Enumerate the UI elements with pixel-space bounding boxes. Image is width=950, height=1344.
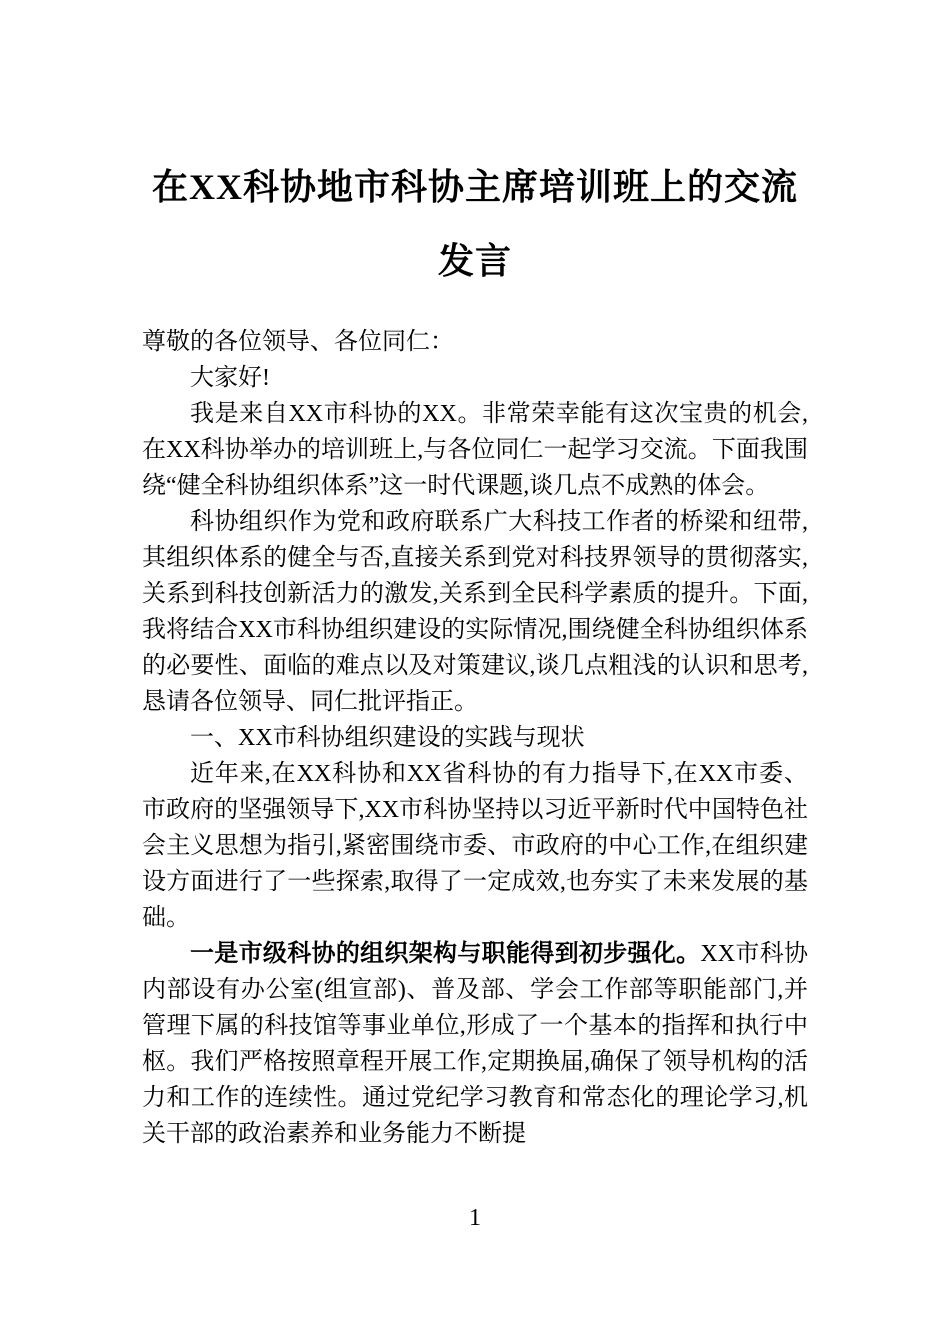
paragraph-point-one-body: XX市科协内部设有办公室(组宣部)、普及部、学会工作部等职能部门,并管理下属的科技馆等事业单位,形成了一个基本的指挥和执行中枢。我们严格按照章程开展工作,定期换届,确保了领导机构的活力和工作的连续性。通过党纪学习教育和常态化的理论学习,机关干部的政治素养和业务能力不断提 bbox=[142, 941, 809, 1147]
paragraph-point-one bbox=[142, 936, 808, 1152]
paragraph-recent-years: 近年来,在XX科协和XX省科协的有力指导下,在XX市委、市政府的坚强领导下,XX市科协坚持以习近平新时代中国特色社会主义思想为指引,紧密围绕市委、市政府的中心工作,在组织建设方面进行了一些探索,取得了一定成效,也夯实了未来发展的基础。 bbox=[142, 761, 808, 931]
paragraph-context: 科协组织作为党和政府联系广大科技工作者的桥梁和纽带,其组织体系的健全与否,直接关系到党对科技界领导的贯彻落实,关系到科技创新活力的激发,关系到全民科学素质的提升。下面,我将结合XX市科协组织建设的实际情况,围绕健全科协组织体系的必要性、面临的难点以及对策建议,谈几点粗浅的认识和思考,恳请各位领导、同仁批评指正。 bbox=[142, 509, 808, 715]
document-title: 在XX科协地市科协主席培训班上的交流发言 bbox=[152, 167, 798, 281]
salutation-line: 尊敬的各位领导、各位同仁： bbox=[142, 329, 454, 355]
paragraph-self-introduction: 我是来自XX市科协的XX。非常荣幸能有这次宝贵的机会,在XX科协举办的培训班上,与各位同仁一起学习交流。下面我围绕“健全科协组织体系”这一时代课题,谈几点不成熟的体会。 bbox=[142, 401, 808, 499]
page-number: 1 bbox=[469, 1205, 481, 1231]
paragraph-greeting: 大家好! bbox=[190, 365, 270, 391]
document-body bbox=[142, 324, 808, 1152]
paragraph-point-one-lead: 一是市级科协的组织架构与职能得到初步强化。 bbox=[190, 941, 701, 967]
section-heading-one: 一、XX市科协组织建设的实践与现状 bbox=[190, 725, 585, 751]
